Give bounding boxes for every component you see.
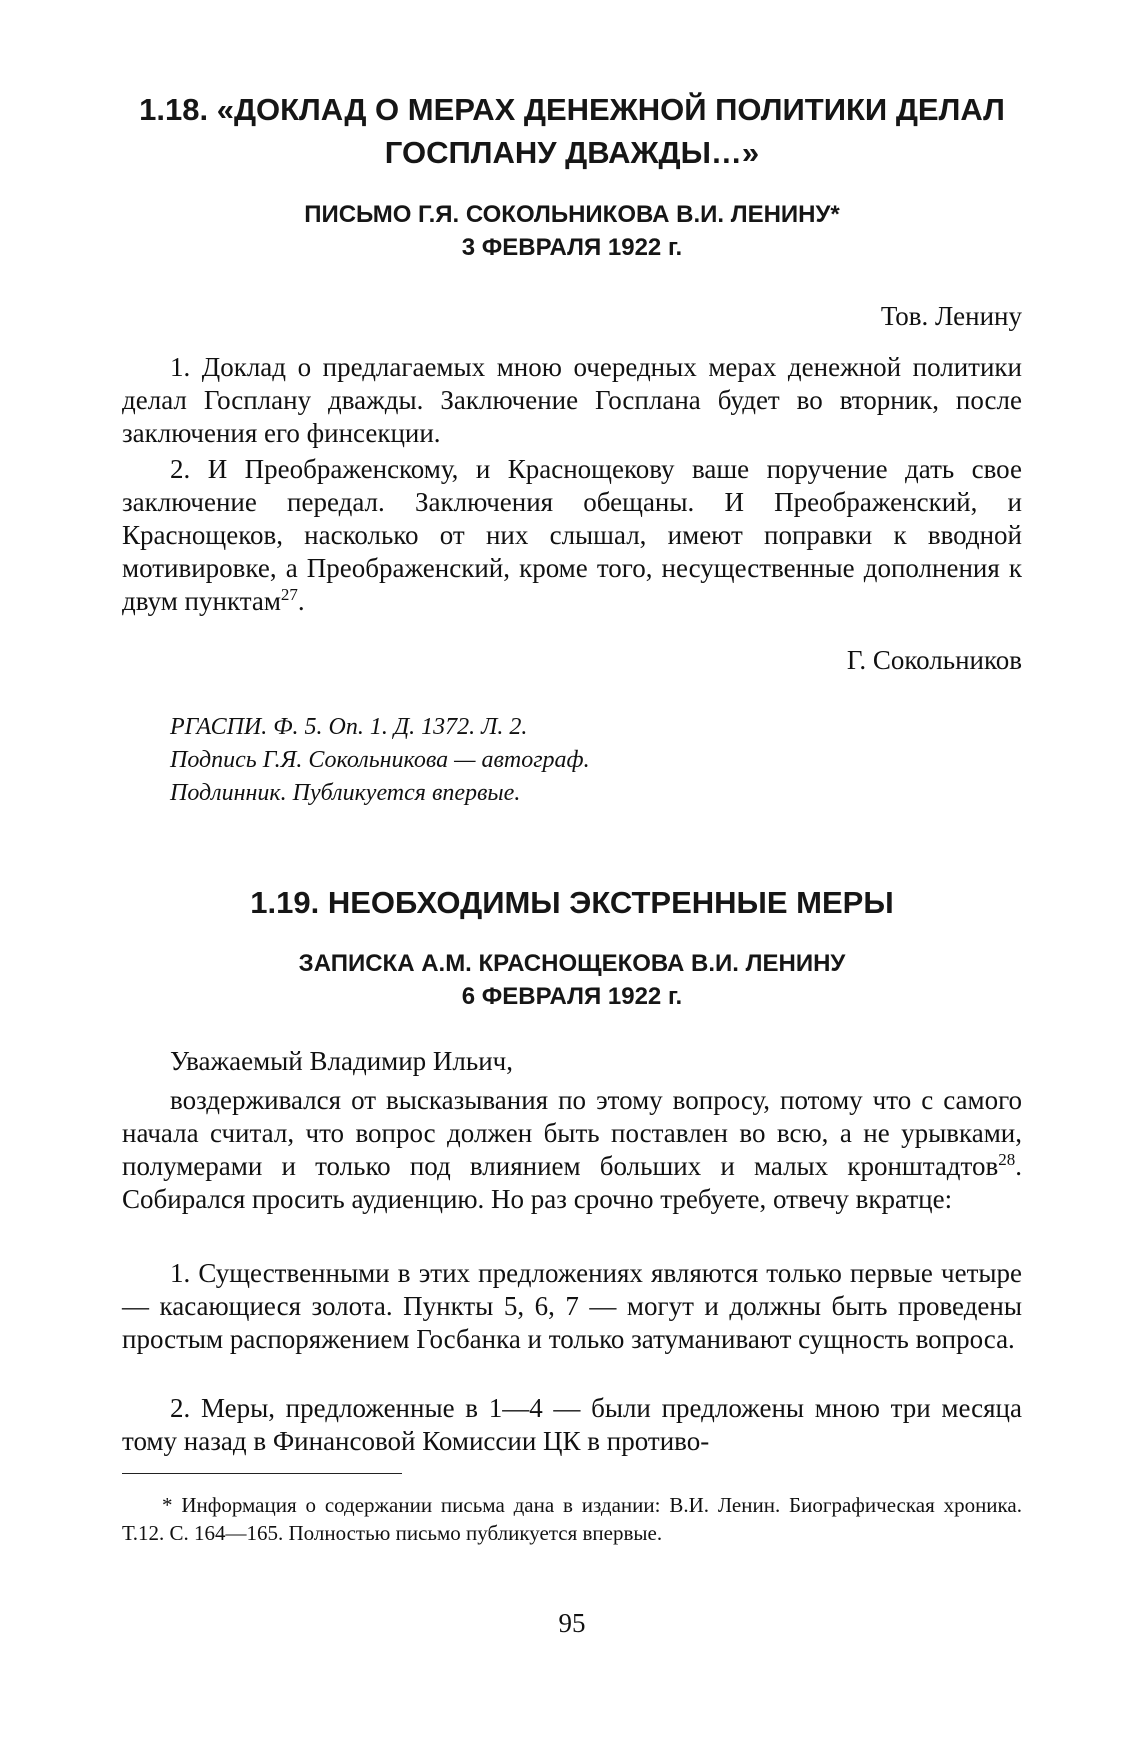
paragraph-1-18-2-end: .	[297, 586, 305, 616]
paragraph-1-18-2	[122, 453, 1022, 618]
document-date-1-19: 6 ФЕВРАЛЯ 1922 г.	[461, 983, 683, 1010]
paragraph-1-19-1	[122, 1084, 1022, 1216]
book-page	[122, 0, 1022, 1756]
addressee: Тов. Ленину	[880, 301, 1022, 331]
archive-reference: РГАСПИ. Ф. 5. Оп. 1. Д. 1372. Л. 2.	[170, 714, 528, 740]
publication-note: Подлинник. Публикуется впервые.	[170, 780, 521, 806]
paragraph-1-19-1-text: воздерживался от высказывания по этому вопросу, потому что с самого начала считал, что вопрос должен быть поставлен во всю, а не урывками, полумерами и только под влиянием больших и малых кронштадтов	[122, 1085, 1022, 1181]
section-title-1-18-line1: 1.18. «ДОКЛАД О МЕРАХ ДЕНЕЖНОЙ ПОЛИТИКИ ДЕЛАЛ	[139, 92, 1005, 127]
document-subtitle-1-18-line1: ПИСЬМО Г.Я. СОКОЛЬНИКОВА В.И. ЛЕНИНУ*	[304, 201, 840, 228]
section-title-1-19: 1.19. НЕОБХОДИМЫ ЭКСТРЕННЫЕ МЕРЫ	[250, 885, 894, 920]
footnote-ref-28: 28	[998, 1150, 1016, 1169]
paragraph-1-19-2: 1. Существенными в этих предложениях являются только первые четыре — касающиеся золота. Пункты 5, 6, 7 — могут и должны быть проведены простым распоряжением Госбанка и только затуманивают сущность вопроса.	[122, 1258, 1022, 1354]
signature: Г. Сокольников	[846, 645, 1022, 675]
document-date-1-18: 3 ФЕВРАЛЯ 1922 г.	[461, 234, 683, 261]
section-title-1-18-line2: ГОСПЛАНУ ДВАЖДЫ…»	[384, 135, 760, 170]
paragraph-1-19-1-end: . Собирался просить аудиенцию. Но раз срочно требуете, отвечу вкратце:	[122, 1151, 1022, 1214]
autograph-note: Подпись Г.Я. Сокольникова — автограф.	[170, 747, 590, 773]
paragraph-1-18-1: 1. Доклад о предлагаемых мною очередных мерах денежной политики делал Госплану дважды. Заключение Госплана будет во вторник, после заключения его финсекции.	[122, 352, 1022, 448]
page-number: 95	[558, 1608, 586, 1638]
footnote-ref-27: 27	[280, 585, 298, 604]
document-subtitle-1-19-line1: ЗАПИСКА А.М. КРАСНОЩЕКОВА В.И. ЛЕНИНУ	[298, 950, 846, 977]
paragraph-1-19-3: 2. Меры, предложенные в 1—4 — были предложены мною три месяца тому назад в Финансовой Комиссии ЦК в противо-	[122, 1393, 1022, 1456]
greeting: Уважаемый Владимир Ильич,	[170, 1046, 513, 1076]
footnote: * Информация о содержании письма дана в издании: В.И. Ленин. Биографическая хроника. Т.12. С. 164—165. Полностью письмо публикуется впервые.	[122, 1493, 1022, 1545]
footnote-divider	[122, 1473, 402, 1474]
paragraph-1-18-2-text: 2. И Преображенскому, и Краснощекову ваше поручение дать свое заключение передал. Заключения обещаны. И Преображенский, и Краснощеков, насколько от них слышал, имеют поправки к вводной мотивировке, а Преображенский, кроме того, несущественные дополнения к двум пунктам	[122, 454, 1022, 616]
